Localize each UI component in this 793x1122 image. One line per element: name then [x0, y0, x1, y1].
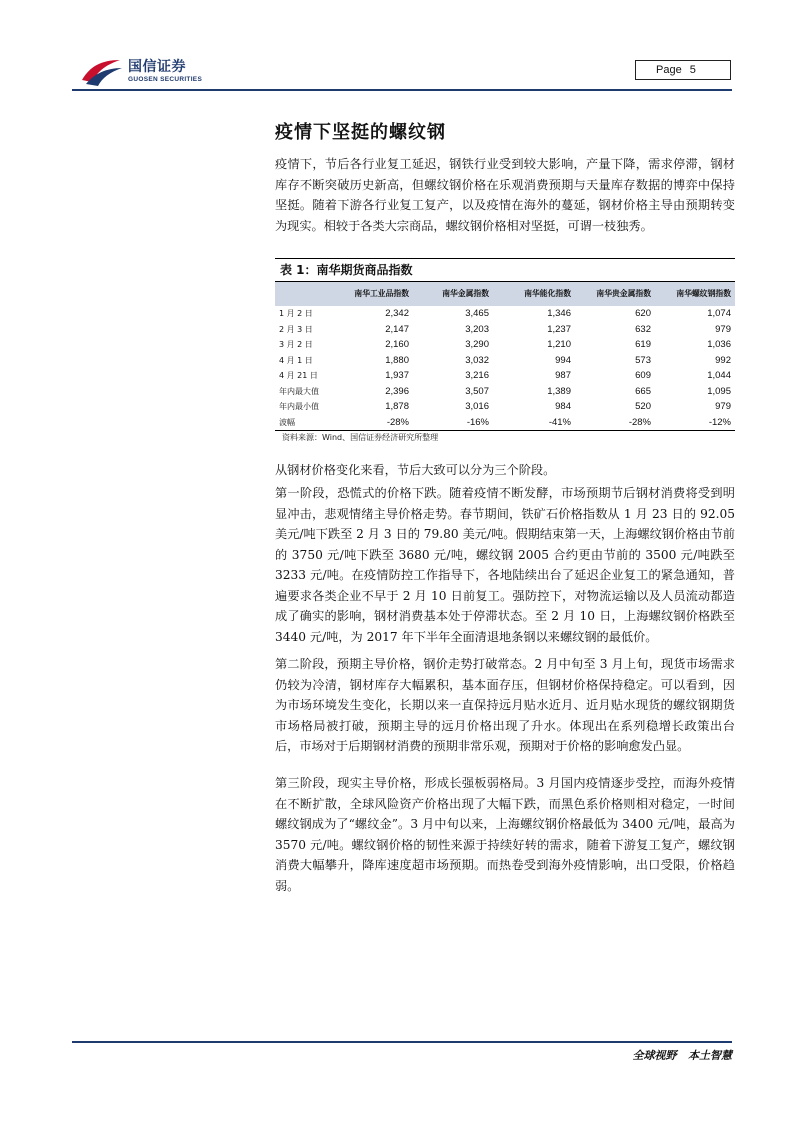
table-cell: 3,290: [465, 339, 489, 350]
table-header-cell: [275, 282, 325, 306]
footer-slogan: 全球视野 本土智慧: [632, 1049, 732, 1062]
table-source-note: 资料来源：Wind、国信证券经济研究所整理: [282, 433, 439, 442]
paragraph-stage-three: 第三阶段，现实主导价格，形成长强板弱格局。3 月国内疫情逐步受控，而海外疫情在不断扩散，全球风险资产价格出现了大幅下跌，而黑色系价格则相对稳定，一时间螺纹钢成为了“螺纹金”。3 月中旬以来，上海螺纹钢价格最低为 3400 元/吨，最高为 3570 元/吨。螺纹钢价格的韧性来源于持续好转的需求，随着下游复工复产，螺纹钢消费大幅攀升，降库速度超市场预期。而热卷受到海外疫情影响，出口受限，价格趋弱。: [275, 776, 735, 893]
table-row: [275, 322, 735, 338]
table-row: [275, 399, 735, 415]
page-header: [0, 0, 793, 95]
table-cell: 4 月 21 日: [279, 371, 318, 380]
table-cell: 573: [635, 354, 651, 366]
guosen-logo-mark-icon: [80, 56, 124, 86]
table-cell: -16%: [413, 415, 493, 431]
table-cell: 609: [635, 370, 651, 381]
table-cell: 年内最大值: [279, 386, 319, 396]
table-cell: 1,237: [547, 323, 571, 335]
table-cell: 632: [635, 323, 651, 335]
page-number: 5: [689, 64, 696, 76]
table-cell: 994: [555, 354, 571, 366]
table-cell: 619: [635, 339, 651, 350]
table-cell: -28%: [325, 415, 413, 431]
table-cell: 979: [715, 401, 731, 412]
table-header-row: [275, 282, 735, 306]
table-cell: 984: [555, 401, 571, 412]
table-cell: 1,937: [385, 370, 409, 381]
paragraph-intro: 疫情下，节后各行业复工延迟，钢铁行业受到较大影响，产量下降，需求停滞，钢材库存不断突破历史新高，但螺纹钢价格在乐观消费预期与天量库存数据的博弈中保持坚挺。随着下游各行业复工复产，以及疫情在海外的蔓延，钢材价格主导由预期转变为现实。相较于各类大宗商品，螺纹钢价格相对坚挺，可谓一枝独秀。: [275, 157, 735, 233]
table-cell: 2,396: [385, 385, 409, 397]
table-cell: 1,036: [707, 339, 731, 350]
table-cell: 979: [715, 323, 731, 335]
table-header-cell: 南华金属指数: [413, 282, 493, 306]
header-divider: [72, 89, 732, 91]
guosen-logo: [80, 52, 240, 92]
paragraph-stages-intro: 从钢材价格变化来看，节后大致可以分为三个阶段。: [275, 463, 556, 477]
page-label: Page: [656, 64, 682, 76]
table-row: [275, 384, 735, 400]
table-header-cell: 南华贵金属指数: [575, 282, 655, 306]
table-cell: 2 月 3 日: [279, 324, 313, 334]
paragraph-stage-two: 第二阶段，预期主导价格，钢价走势打破常态。2 月中旬至 3 月上旬，现货市场需求仍较为冷清，钢材库存大幅累积，基本面存压，但钢材价格保持稳定。可以看到，因为市场环境发生变化，长期以来一直保持远月贴水近月、近月贴水现货的螺纹钢期货市场格局被打破，预期主导的远月价格出现了升水。体现出在系列稳增长政策出台后，市场对于后期钢材消费的预期非常乐观，预期对于价格的影响愈发凸显。: [275, 657, 735, 753]
table-row: [275, 353, 735, 369]
table-cell: 3,507: [465, 385, 489, 397]
table-cell: -41%: [493, 415, 575, 431]
nanhua-index-table: [275, 282, 735, 431]
table-cell: 3,216: [465, 370, 489, 381]
table-cell: 2,342: [385, 308, 409, 319]
table-header-cell: 南华能化指数: [493, 282, 575, 306]
table-cell: 987: [555, 370, 571, 381]
table-row: [275, 306, 735, 322]
table-cell: 665: [635, 385, 651, 397]
table-cell: 2,147: [385, 323, 409, 335]
table-header-cell: 南华工业品指数: [325, 282, 413, 306]
footer-divider: [72, 1041, 732, 1043]
table-cell: 1,210: [547, 339, 571, 350]
logo-text-en: GUOSEN SECURITIES: [128, 76, 203, 83]
table-cell: -12%: [655, 415, 735, 431]
table-cell: 1,346: [547, 308, 571, 319]
table-title: 表 1：南华期货商品指数: [275, 258, 735, 282]
table-cell: -28%: [575, 415, 655, 431]
table-cell: 2,160: [385, 339, 409, 350]
table-cell: 1,880: [385, 354, 409, 366]
page-indicator: [635, 60, 731, 80]
table-cell: 1,044: [707, 370, 731, 381]
table-cell: 3,465: [465, 308, 489, 319]
table-cell: 520: [635, 401, 651, 412]
table-row: [275, 415, 735, 431]
table-row: [275, 368, 735, 384]
paragraph-stage-one: 第一阶段，恐慌式的价格下跌。随着疫情不断发酵，市场预期节后钢材消费将受到明显冲击，悲观情绪主导价格走势。春节期间，铁矿石价格指数从 1 月 23 日的 92.05 美元/吨下跌至 2 月 3 日的 79.80 美元/吨。假期结束第一天，上海螺纹钢价格由节前的 3750 元/吨下跌至 3680 元/吨，螺纹钢 2005 合约更由节前的 3500 元/吨跌至 3233 元/吨。在疫情防控工作指导下，各地陆续出台了延迟企业复工的紧急通知，普遍要求各类企业不早于 2 月 10 日前复工。强防控下，对物流运输以及人员流动都造成了确实的影响，钢材消费基本处于停滞状态。至 2 月 10 日，上海螺纹钢价格跌至 3440 元/吨，为 2017 年下半年全面清退地条钢以来螺纹钢的最低价。: [275, 486, 735, 644]
table-header-cell: 南华螺纹钢指数: [655, 282, 735, 306]
logo-text-cn: 国信证券: [128, 59, 186, 75]
table-cell: 4 月 1 日: [279, 355, 313, 365]
table-cell: 1,878: [385, 401, 409, 412]
table-cell: 波幅: [275, 415, 325, 431]
table-cell: 1,074: [707, 308, 731, 319]
table-cell: 1,095: [707, 385, 731, 397]
table-cell: 3,032: [465, 354, 489, 366]
table-cell: 3 月 2 日: [279, 340, 313, 349]
table-row: [275, 337, 735, 353]
table-cell: 992: [715, 354, 731, 366]
table-cell: 620: [635, 308, 651, 319]
table-cell: 1 月 2 日: [279, 309, 313, 318]
table-cell: 3,203: [465, 323, 489, 335]
table-cell: 1,389: [547, 385, 571, 397]
table-cell: 年内最小值: [279, 402, 319, 411]
table-cell: 3,016: [465, 401, 489, 412]
section-title: 疫情下坚挺的螺纹钢: [275, 122, 446, 143]
